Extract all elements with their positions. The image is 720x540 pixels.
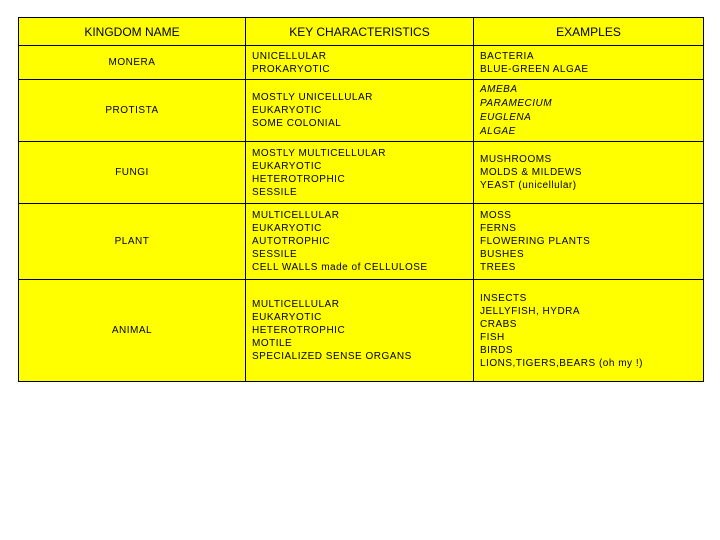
kingdom-name-cell: PLANT — [19, 204, 246, 280]
table-row — [19, 142, 704, 204]
characteristic-item: MULTICELLULAR — [252, 299, 340, 310]
examples-cell — [474, 280, 704, 382]
characteristics-cell — [246, 204, 474, 280]
example-item: JELLYFISH, HYDRA — [480, 305, 581, 317]
characteristic-item: CELL WALLS made of CELLULOSE — [252, 262, 428, 273]
header-key-characteristics: KEY CHARACTERISTICS — [246, 18, 474, 46]
characteristic-item: UNICELLULAR — [252, 50, 327, 62]
examples-cell — [474, 80, 704, 142]
example-item: MOSS — [480, 210, 512, 221]
example-item: PARAMECIUM — [480, 97, 553, 109]
table-row — [19, 204, 704, 280]
characteristic-item: HETEROTROPHIC — [252, 325, 346, 336]
example-item: CRABS — [480, 318, 517, 330]
characteristic-item: EUKARYOTIC — [252, 312, 322, 323]
characteristic-item: MOSTLY MULTICELLULAR — [252, 147, 386, 159]
example-item: MUSHROOMS — [480, 154, 552, 165]
example-item: ALGAE — [480, 125, 516, 137]
kingdom-name-cell: PROTISTA — [19, 80, 246, 142]
characteristic-item: AUTOTROPHIC — [252, 236, 331, 247]
characteristic-item: EUKARYOTIC — [252, 105, 322, 116]
example-item: EUGLENA — [480, 111, 532, 123]
kingdom-table — [18, 17, 704, 382]
kingdom-name-cell: FUNGI — [19, 142, 246, 204]
example-item: FLOWERING PLANTS — [480, 236, 591, 247]
examples-cell — [474, 204, 704, 280]
example-item: BACTERIA — [480, 50, 535, 62]
characteristics-cell — [246, 46, 474, 80]
header-kingdom-name: KINGDOM NAME — [19, 18, 246, 46]
example-item: FISH — [480, 331, 505, 343]
table-row — [19, 80, 704, 142]
characteristic-item: EUKARYOTIC — [252, 223, 322, 234]
example-item: INSECTS — [480, 292, 527, 304]
example-item: BIRDS — [480, 344, 514, 356]
characteristic-item: MOTILE — [252, 338, 293, 349]
characteristic-item: PROKARYOTIC — [252, 63, 331, 75]
characteristics-cell — [246, 280, 474, 382]
examples-cell — [474, 46, 704, 80]
characteristic-item: MULTICELLULAR — [252, 210, 340, 221]
kingdom-name-cell: MONERA — [19, 46, 246, 80]
characteristic-item: MOSTLY UNICELLULAR — [252, 92, 373, 103]
characteristics-cell — [246, 142, 474, 204]
example-item: BLUE-GREEN ALGAE — [480, 63, 589, 75]
example-item: AMEBA — [480, 83, 518, 95]
examples-cell — [474, 142, 704, 204]
table-row — [19, 46, 704, 80]
characteristic-item: HETEROTROPHIC — [252, 173, 346, 185]
characteristic-item: SOME COLONIAL — [252, 118, 342, 129]
example-item: LIONS,TIGERS,BEARS (oh my !) — [480, 357, 643, 369]
example-item: YEAST (unicellular) — [480, 180, 577, 191]
table-row — [19, 280, 704, 382]
characteristic-item: EUKARYOTIC — [252, 160, 322, 172]
example-item: FERNS — [480, 223, 517, 234]
header-examples: EXAMPLES — [474, 18, 704, 46]
characteristic-item: SESSILE — [252, 249, 298, 260]
example-item: BUSHES — [480, 249, 525, 260]
characteristic-item: SESSILE — [252, 186, 298, 198]
example-item: TREES — [480, 262, 516, 273]
header-row — [19, 18, 704, 46]
kingdom-name-cell: ANIMAL — [19, 280, 246, 382]
table-body — [19, 46, 704, 382]
characteristics-cell — [246, 80, 474, 142]
characteristic-item: SPECIALIZED SENSE ORGANS — [252, 351, 412, 362]
example-item: MOLDS & MILDEWS — [480, 167, 582, 178]
